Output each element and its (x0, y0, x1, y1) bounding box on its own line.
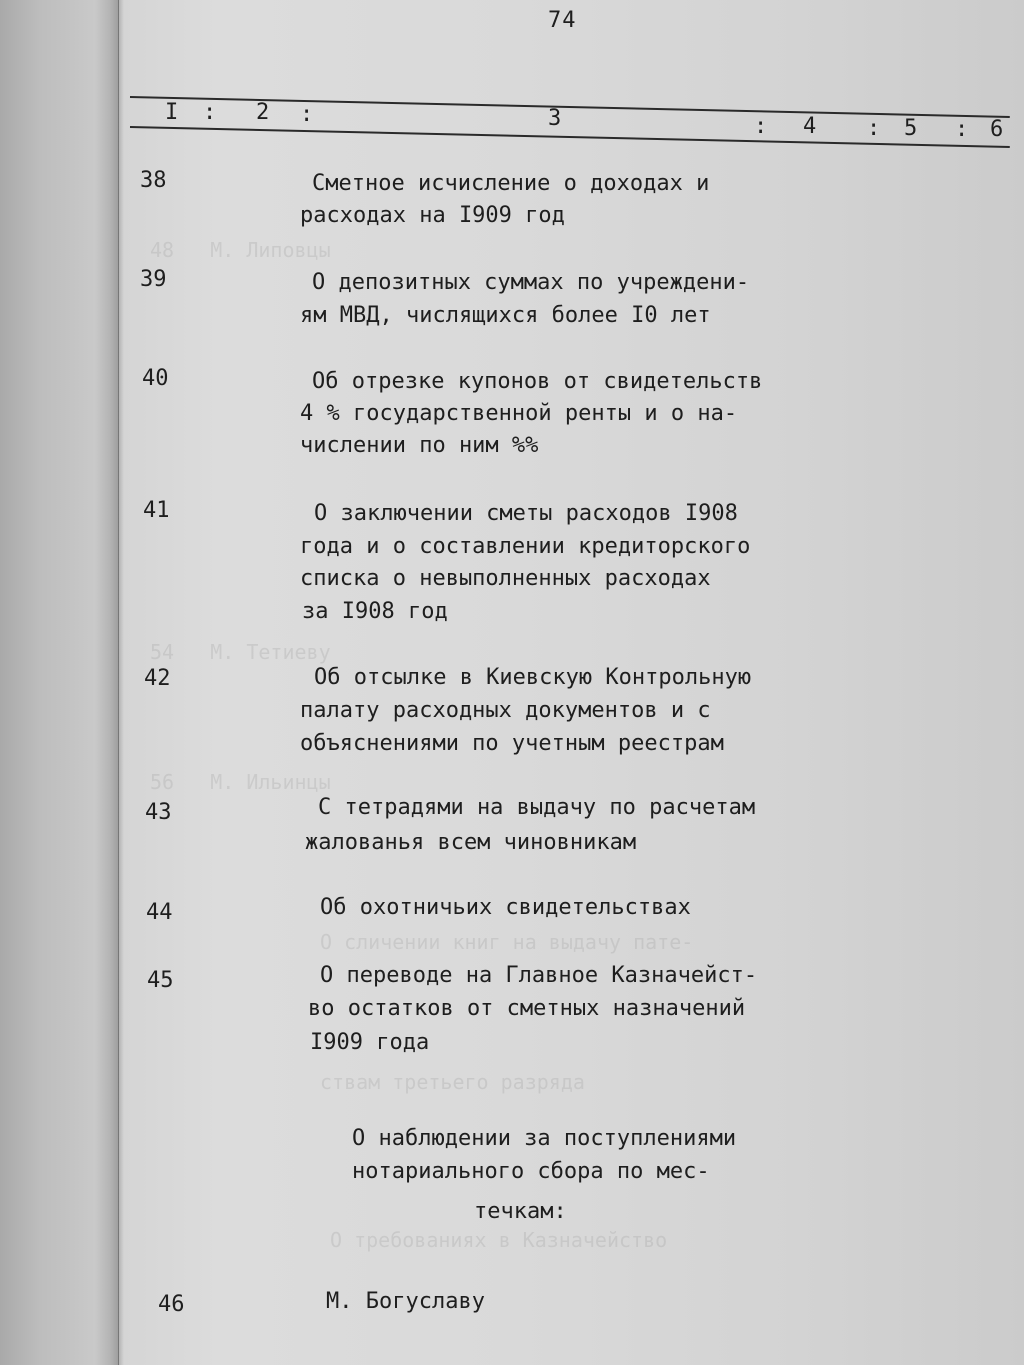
row-description (300, 398, 737, 431)
column-header-6: 6 (990, 117, 1004, 142)
text-line: года и о составлении кредиторского (300, 534, 751, 559)
row-number: 39 (140, 267, 167, 292)
row-number: 41 (143, 498, 170, 523)
row-number: 42 (144, 666, 171, 691)
column-header-1: I (165, 100, 179, 125)
column-header-2: 2 (256, 100, 270, 125)
row-description (302, 596, 448, 629)
bleed-through-text: 48 М. Липовцы (150, 238, 331, 262)
text-line: расходах на I909 год (300, 203, 565, 228)
column-separator: : (867, 116, 881, 141)
text-line: С тетрадями на выдачу по расчетам (318, 795, 756, 820)
row-description (310, 1027, 429, 1060)
column-header-3: 3 (548, 106, 562, 131)
row-description (305, 827, 636, 860)
text-line: ям МВД, числящихся более I0 лет (300, 303, 711, 328)
row-description (318, 792, 755, 825)
text-line: I909 года (310, 1030, 430, 1055)
text-line: Об охотничьих свидетельствах (320, 895, 691, 920)
bleed-through-text: 54 М. Тетиеву (150, 640, 331, 664)
subheading-line: О наблюдении за поступлениями (352, 1126, 737, 1151)
row-description (312, 267, 749, 300)
row-description (314, 662, 751, 695)
row-description (300, 200, 565, 233)
page-number: 74 (548, 8, 577, 33)
row-description (300, 563, 711, 596)
column-separator: : (754, 114, 768, 139)
column-header-5: 5 (904, 116, 918, 141)
text-line: числении по ним %% (300, 433, 539, 458)
row-description (300, 300, 711, 333)
text-line: объяснениями по учетным реестрам (300, 731, 724, 756)
row-number: 40 (142, 366, 169, 391)
row-description (312, 168, 709, 201)
text-line: за I908 год (302, 599, 448, 624)
text-line: списка о невыполненных расходах (300, 566, 711, 591)
row-description (308, 993, 745, 1026)
row-description (320, 960, 757, 993)
text-line: О заключении сметы расходов I908 (314, 501, 738, 526)
text-line: О депозитных суммах по учреждени- (312, 270, 750, 295)
row-description (300, 728, 724, 761)
column-separator: : (203, 100, 217, 125)
row-description (300, 531, 750, 564)
column-header-4: 4 (803, 114, 817, 139)
row-number: 45 (147, 968, 174, 993)
column-separator: : (955, 117, 969, 142)
row-number: 44 (146, 900, 173, 925)
column-separator: : (300, 102, 314, 127)
row-description (300, 695, 711, 728)
subheading-continuation: течкам: (474, 1199, 567, 1224)
row-number: 43 (145, 800, 172, 825)
text-line: во остатков от сметных назначений (308, 996, 746, 1021)
bleed-through-text: О требованиях в Казначейство (330, 1228, 668, 1252)
row-description (312, 366, 762, 399)
text-line: палату расходных документов и с (300, 698, 711, 723)
text-line: Сметное исчисление о доходах и (312, 171, 710, 196)
row-description (314, 498, 738, 531)
row-description (320, 892, 691, 925)
row-number: 38 (140, 168, 167, 193)
bleed-through-text: О сличении книг на выдачу пате- (320, 930, 694, 954)
binding-gutter (0, 0, 119, 1365)
bleed-through-text: ствам третьего разряда (320, 1070, 585, 1094)
text-line: О переводе на Главное Казначейст- (320, 963, 758, 988)
text-line: Об отсылке в Киевскую Контрольную (314, 665, 752, 690)
bleed-through-text: 56 М. Ильинцы (150, 770, 331, 794)
subheading-line: нотариального сбора по мес- (352, 1159, 710, 1184)
gutter-shadow (118, 0, 124, 1365)
text-line: Об отрезке купонов от свидетельств (312, 369, 763, 394)
text-line: жалованья всем чиновникам (305, 830, 637, 855)
row-description (300, 430, 538, 463)
text-line: 4 % государственной ренты и о на- (300, 401, 738, 426)
row-description: М. Богуславу (326, 1289, 485, 1314)
row-number: 46 (158, 1292, 185, 1317)
